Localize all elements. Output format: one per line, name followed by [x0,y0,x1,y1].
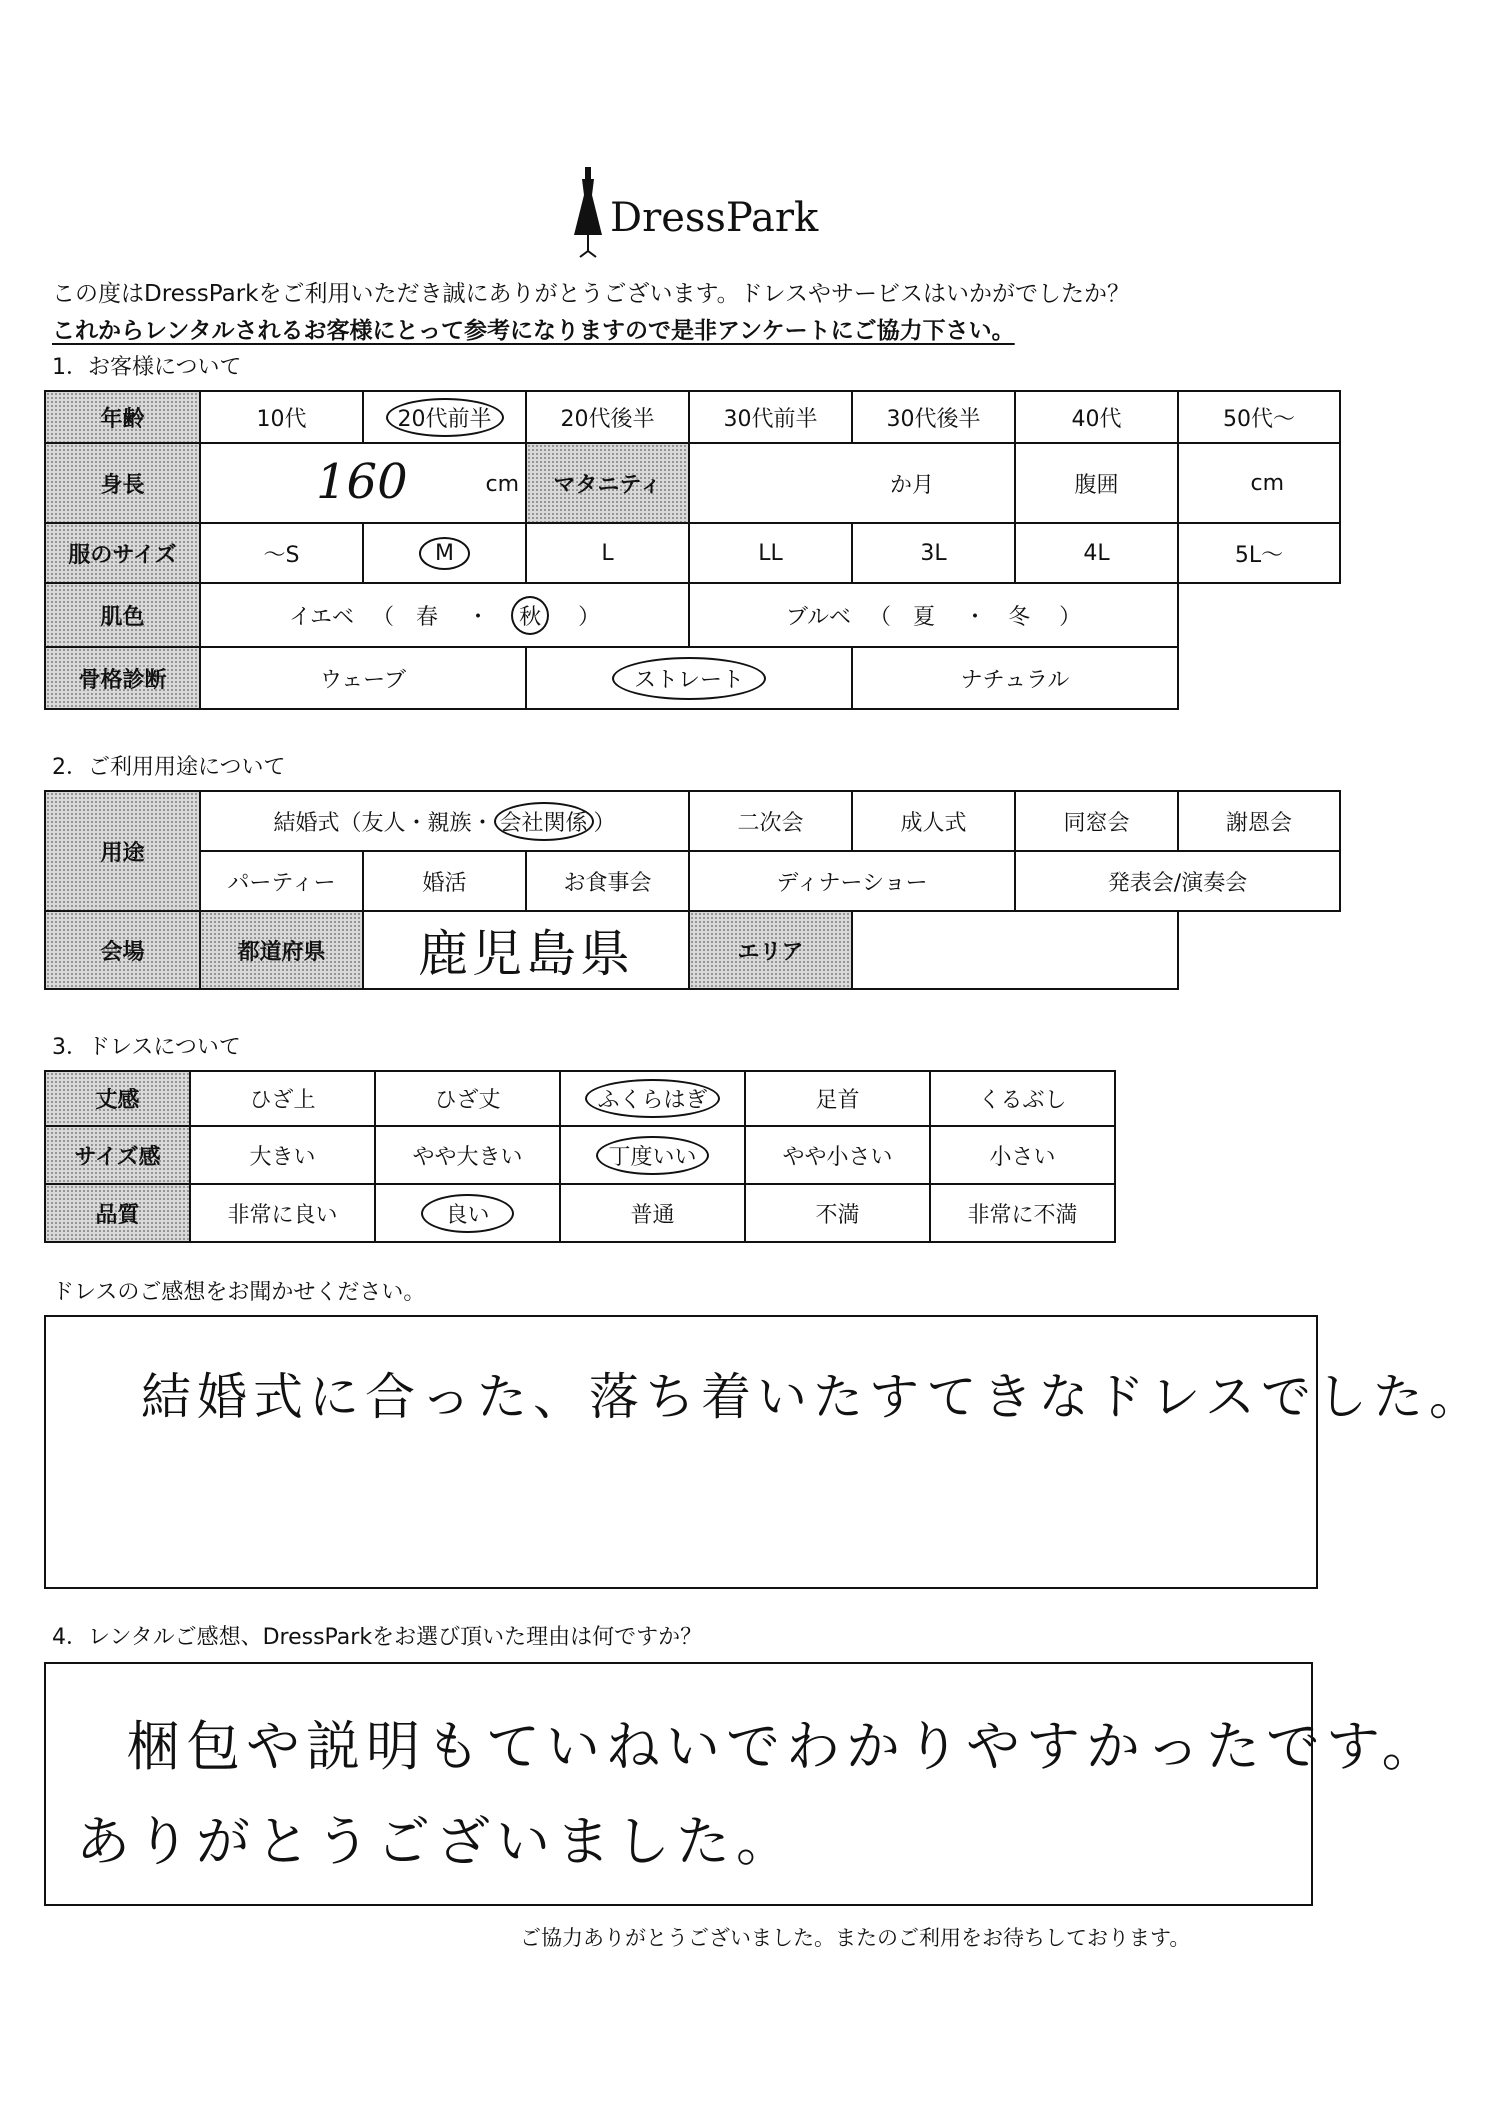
fit-option[interactable]: やや小さい [745,1126,930,1184]
usage-option[interactable]: 発表会/演奏会 [1015,851,1340,911]
usage-label: 用途 [45,791,200,911]
size-label: 服のサイズ [45,523,200,583]
frame-option-selected[interactable] [526,647,852,709]
usage-row-1 [45,791,1340,851]
size-option[interactable]: LL [689,523,852,583]
fit-option[interactable]: やや大きい [375,1126,560,1184]
frame-label: 骨格診断 [45,647,200,709]
quality-option[interactable]: 非常に良い [190,1184,375,1242]
footer-thanks: ご協力ありがとうございました。またのご利用をお待ちしております。 [520,1926,1191,1950]
wedding-friend: 友人 [361,810,406,836]
maternity-months[interactable]: か月 [689,443,1015,523]
size-option[interactable]: 5L～ [1178,523,1340,583]
skin-blue[interactable]: ブルベ （ 夏 ・ 冬 ） [689,583,1178,647]
height-row [45,443,1340,523]
rental-comment-line1: 梱包や説明もていねいでわかりやすかったです。 [126,1715,1442,1778]
skin-yellow-label: イエベ [288,604,355,630]
height-value: 160 [316,454,408,510]
dress-comment: 結婚式に合った、落ち着いたすてきなドレスでした。 [141,1368,1485,1426]
usage-option[interactable]: 同窓会 [1015,791,1178,851]
length-option[interactable]: 足首 [745,1071,930,1126]
age-option-selected[interactable] [363,391,526,443]
selection-circle: 丁度いい [596,1136,708,1175]
selection-circle: ふくらはぎ [585,1079,719,1118]
age-option[interactable]: 50代～ [1178,391,1340,443]
intro-text: この度はDressParkをご利用いただき誠にありがとうございます。ドレスやサービスはいかがでしたか？ [52,281,1130,307]
fit-label: サイズ感 [45,1126,190,1184]
fit-row [45,1126,1115,1184]
dress-table [44,1070,1116,1243]
usage-option[interactable]: お食事会 [526,851,689,911]
age-option[interactable]: 30代前半 [689,391,852,443]
skin-spring: 春 [416,604,439,630]
dress-comment-box[interactable] [44,1315,1485,1589]
section3-title: 3．ドレスについて [52,1035,241,1060]
waist-unit[interactable]: cm [1178,443,1340,523]
prefecture-label: 都道府県 [200,911,363,989]
quality-option[interactable]: 普通 [560,1184,745,1242]
quality-option[interactable]: 不満 [745,1184,930,1242]
wedding-option[interactable]: 結婚式（友人・親族・ 会社関係 ） [200,791,689,851]
wedding-family: 親族 [427,810,472,836]
usage-option[interactable]: ディナーショー [689,851,1015,911]
selection-circle: M [419,537,470,570]
skin-winter: 冬 [1008,604,1031,630]
venue-row [45,911,1340,989]
fit-option-selected[interactable] [560,1126,745,1184]
skin-blue-label: ブルベ [785,604,852,630]
maternity-label: マタニティ [526,443,689,523]
dress-comment-label: ドレスのご感想をお聞かせください。 [52,1280,426,1305]
age-label: 年齢 [45,391,200,443]
selection-circle: 20代前半 [386,398,504,437]
skin-summer: 夏 [913,604,936,630]
age-option[interactable]: 10代 [200,391,363,443]
usage-option[interactable]: パーティー [200,851,363,911]
length-label: 丈感 [45,1071,190,1126]
skin-row [45,583,1340,647]
usage-option[interactable]: 婚活 [363,851,526,911]
size-option[interactable]: L [526,523,689,583]
height-label: 身長 [45,443,200,523]
selection-circle: 会社関係 [494,802,594,841]
customer-table [44,390,1341,710]
age-option[interactable]: 30代後半 [852,391,1015,443]
selection-circle: ストレート [612,657,766,700]
selection-circle: 秋 [511,596,549,635]
intro-request: これからレンタルされるお客様にとって参考になりますので是非アンケートにご協力下さい。 [52,318,1015,344]
length-option[interactable]: ひざ上 [190,1071,375,1126]
size-option[interactable]: 4L [1015,523,1178,583]
frame-row [45,647,1340,709]
frame-option[interactable]: ナチュラル [852,647,1178,709]
usage-option[interactable]: 二次会 [689,791,852,851]
length-option[interactable]: くるぶし [930,1071,1115,1126]
height-field[interactable] [200,443,526,523]
prefecture-value[interactable]: 鹿児島県 [363,911,689,989]
quality-option-selected[interactable] [375,1184,560,1242]
skin-yellow[interactable]: イエベ （ 春 ・ 秋 ） [200,583,689,647]
quality-row [45,1184,1115,1242]
size-option[interactable]: ～S [200,523,363,583]
size-row [45,523,1340,583]
section2-title: 2．ご利用用途について [52,755,286,780]
rental-comment-line2: ありがとうございました。 [76,1810,796,1873]
area-label: エリア [689,911,852,989]
height-unit: cm [485,472,519,497]
section1-title: 1．お客様について [52,355,242,380]
usage-row-2 [45,851,1340,911]
size-option[interactable]: 3L [852,523,1015,583]
age-row [45,391,1340,443]
brand-logo [570,165,819,265]
usage-table [44,790,1341,990]
brand-name: DressPark [610,195,819,241]
fit-option[interactable]: 大きい [190,1126,375,1184]
size-option-selected[interactable] [363,523,526,583]
section4-title: 4．レンタルご感想、DressParkをお選び頂いた理由は何ですか？ [52,1625,703,1650]
quality-label: 品質 [45,1184,190,1242]
age-option[interactable]: 40代 [1015,391,1178,443]
usage-option[interactable]: 謝恩会 [1178,791,1340,851]
usage-option[interactable]: 成人式 [852,791,1015,851]
quality-option[interactable]: 非常に不満 [930,1184,1115,1242]
waist-label: 腹囲 [1015,443,1178,523]
selection-circle: 良い [421,1194,513,1233]
length-option[interactable]: ひざ丈 [375,1071,560,1126]
rental-comment-box[interactable] [44,1662,1442,1906]
skin-label: 肌色 [45,583,200,647]
age-option[interactable]: 20代後半 [526,391,689,443]
venue-label: 会場 [45,911,200,989]
length-option-selected[interactable] [560,1071,745,1126]
length-row [45,1071,1115,1126]
dress-icon [570,165,606,265]
fit-option[interactable]: 小さい [930,1126,1115,1184]
frame-option[interactable]: ウェーブ [200,647,526,709]
area-value[interactable] [852,911,1178,989]
